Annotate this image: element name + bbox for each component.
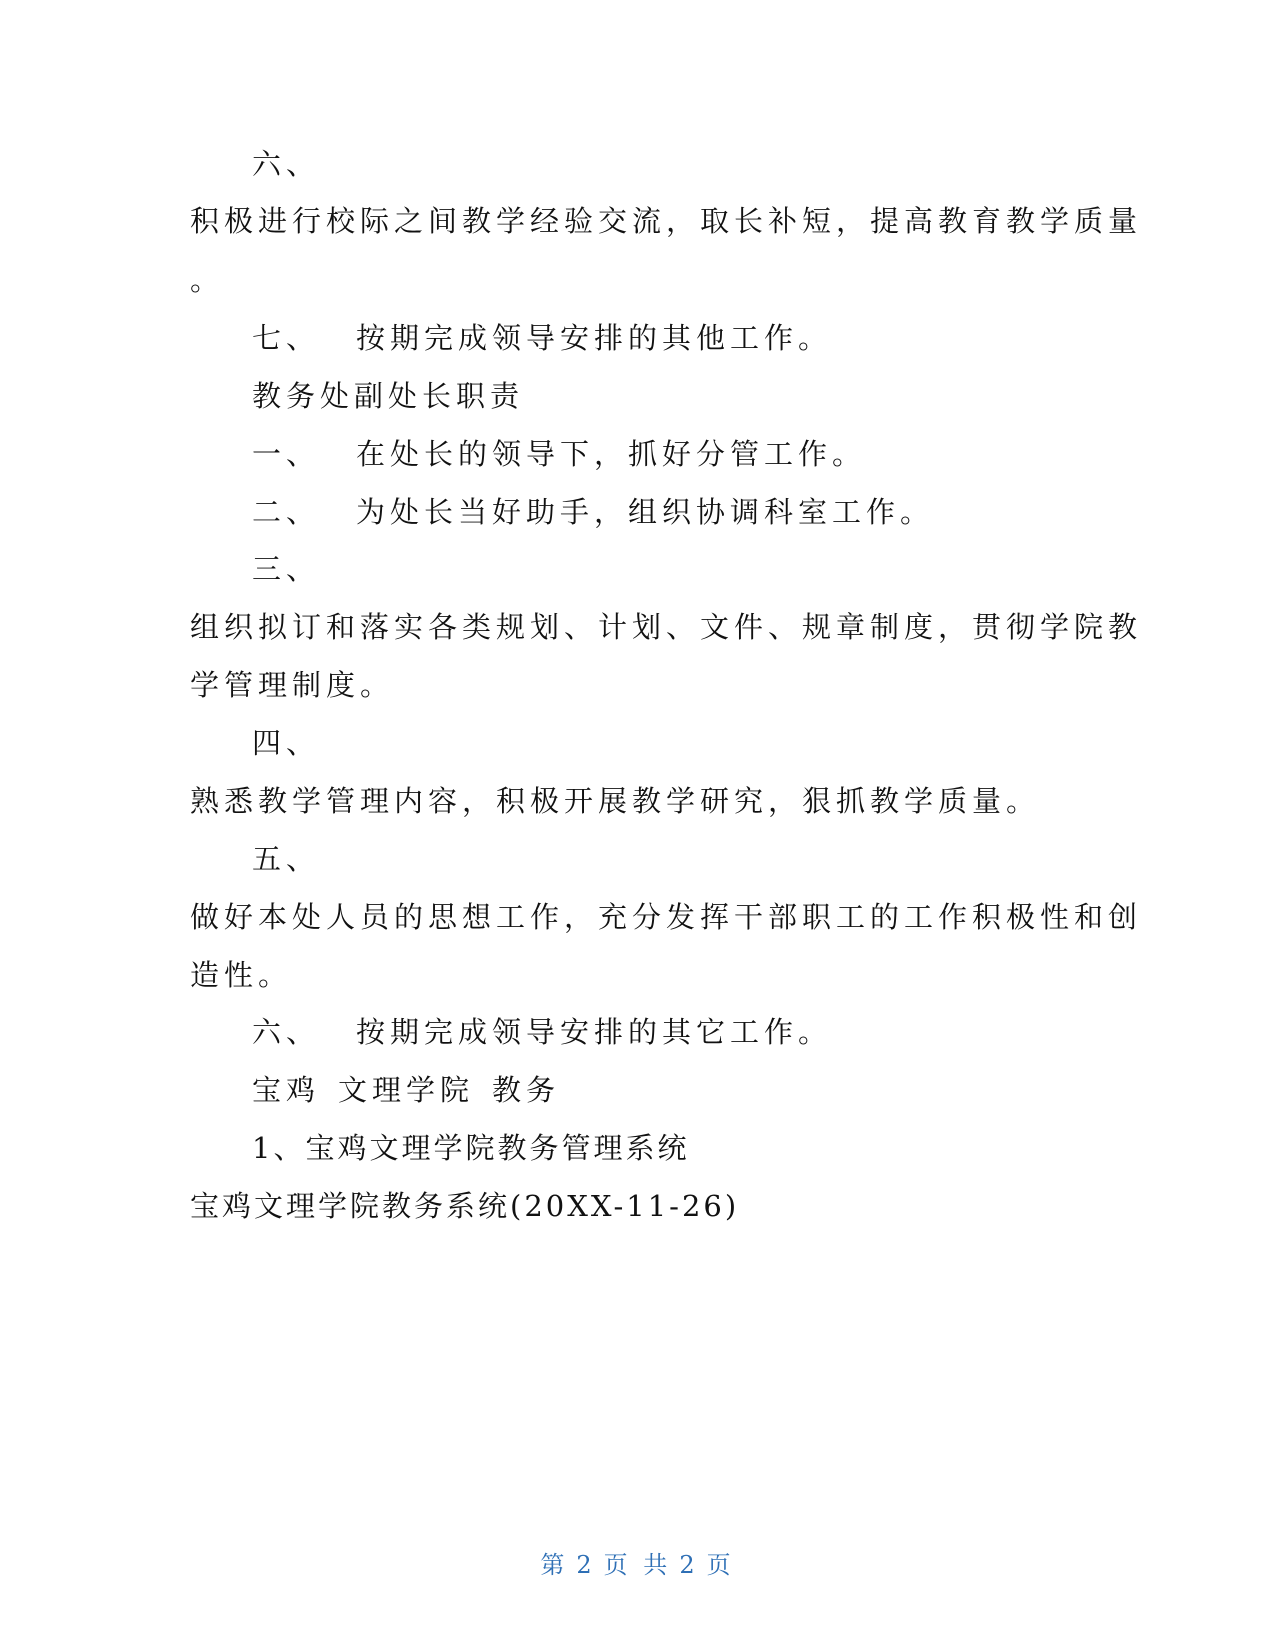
footer-total-pages: 2 xyxy=(679,1551,699,1579)
item-text: 为处长当好助手，组织协调科室工作。 xyxy=(356,495,935,529)
item-3-number: 三、 xyxy=(252,552,321,586)
paragraph-line: 做好本处人员的思想工作，充分发挥干部职工的工作积极性和创 xyxy=(190,900,1143,934)
reference-title: 1、宝鸡文理学院教务管理系统 xyxy=(252,1131,690,1165)
keyword: 文理学院 xyxy=(338,1073,475,1107)
item-number: 二、 xyxy=(252,495,321,529)
item-2 xyxy=(252,494,934,530)
item-text: 按期完成领导安排的其他工作。 xyxy=(356,321,833,355)
footer-prefix: 第 xyxy=(540,1551,569,1579)
item-number: 六、 xyxy=(252,1015,321,1049)
item-number: 七、 xyxy=(252,321,321,355)
keyword: 宝鸡 xyxy=(252,1073,321,1107)
paragraph-line: 造性。 xyxy=(190,958,293,992)
paragraph-line: 积极进行校际之间教学经验交流，取长补短，提高教育教学质量 xyxy=(190,204,1143,238)
reference-source: 宝鸡文理学院教务系统(20XX-11-26) xyxy=(190,1189,740,1223)
item-4-number: 四、 xyxy=(252,726,321,760)
item-number: 一、 xyxy=(252,437,321,471)
item-6-number: 六、 xyxy=(252,147,321,181)
footer-mid: 页 共 xyxy=(603,1551,672,1579)
item-text: 在处长的领导下，抓好分管工作。 xyxy=(356,437,867,471)
item-text: 按期完成领导安排的其它工作。 xyxy=(356,1015,833,1049)
section-heading: 教务处副处长职责 xyxy=(252,379,525,413)
item-6 xyxy=(252,1014,832,1050)
paragraph-line: 学管理制度。 xyxy=(190,668,395,702)
paragraph-line: 。 xyxy=(190,263,225,297)
keywords-line xyxy=(252,1072,560,1108)
item-1 xyxy=(252,436,866,472)
footer-page-number: 2 xyxy=(576,1551,596,1579)
item-7 xyxy=(252,320,832,356)
footer-suffix: 页 xyxy=(706,1551,735,1579)
page-footer xyxy=(0,1545,1275,1580)
item-5-number: 五、 xyxy=(252,842,321,876)
keyword: 教务 xyxy=(492,1073,561,1107)
paragraph-line: 组织拟订和落实各类规划、计划、文件、规章制度，贯彻学院教 xyxy=(190,610,1143,644)
paragraph-line: 熟悉教学管理内容，积极开展教学研究，狠抓教学质量。 xyxy=(190,784,1041,818)
